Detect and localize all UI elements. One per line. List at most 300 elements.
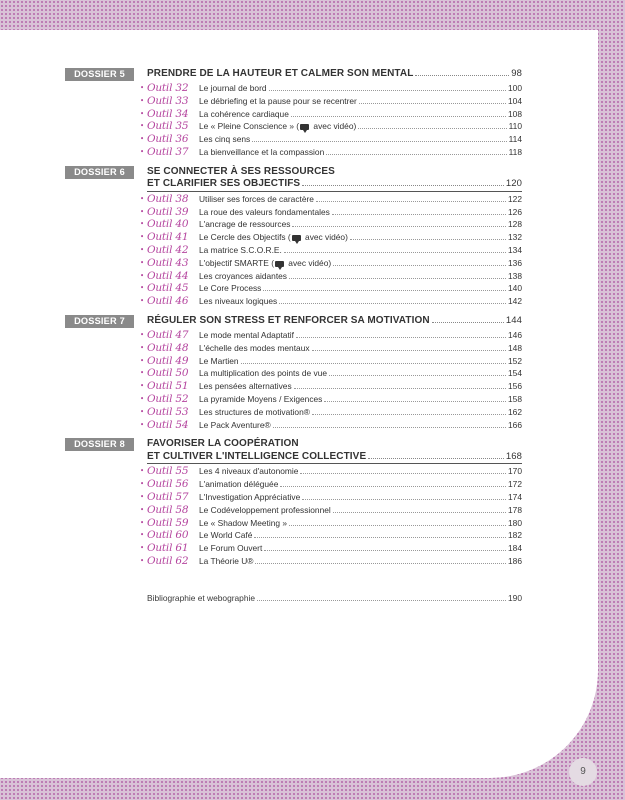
bullet-icon: •: [140, 271, 144, 280]
bullet-icon: •: [140, 220, 144, 229]
bullet-icon: •: [140, 394, 144, 403]
outil-word: Outil: [146, 367, 173, 380]
tool-name: [199, 296, 277, 306]
dossier-title-text: PRENDRE DE LA HAUTEUR ET CALMER SON MENTAL: [147, 68, 414, 79]
dossier-title-text: RÉGULER SON STRESS ET RENFORCER SA MOTIVATION: [147, 314, 430, 326]
dossier-page: 120: [505, 178, 522, 190]
tool-name-text: Le « Pleine Conscience » (: [199, 121, 300, 132]
tool-entry[interactable]: [140, 542, 522, 555]
tool-number: [140, 542, 199, 555]
dossier-section: [65, 315, 522, 431]
tool-name: [199, 134, 250, 144]
tool-name: [199, 343, 310, 353]
dossier-title[interactable]: [134, 438, 522, 464]
dot-leader: [263, 290, 506, 291]
outil-num: 45: [175, 282, 189, 295]
tool-number: [140, 367, 199, 380]
dot-leader: [358, 128, 506, 129]
tool-page: 118: [508, 146, 522, 157]
dossier-title-line: [147, 315, 522, 328]
outil-word: Outil: [146, 243, 173, 256]
tool-number: [140, 478, 199, 491]
video-camera-icon: [275, 261, 284, 267]
tool-name-text: La matrice S.C.O.R.E.: [199, 244, 282, 255]
bullet-icon: •: [140, 369, 144, 378]
bullet-icon: •: [140, 194, 144, 203]
outil-num: 48: [175, 341, 189, 354]
dot-leader: [273, 427, 506, 428]
dossier-title-text: ET CULTIVER L'INTELLIGENCE COLLECTIVE: [147, 450, 367, 462]
dossier-title[interactable]: [134, 68, 522, 81]
bullet-icon: •: [140, 556, 144, 565]
outil-num: 38: [175, 192, 189, 205]
tool-name: [199, 194, 314, 204]
dot-leader: [359, 103, 506, 104]
outil-num: 60: [175, 529, 189, 542]
bibliography-page: 190: [508, 592, 522, 603]
outil-num: 53: [175, 405, 189, 418]
dot-leader: [241, 363, 506, 364]
tool-number: [140, 341, 199, 354]
outil-word: Outil: [146, 516, 173, 529]
tool-name: [199, 207, 330, 217]
dossier-label: DOSSIER 8: [65, 438, 134, 451]
tool-page: 108: [508, 108, 522, 119]
tool-name: [199, 466, 298, 476]
dot-leader: [350, 239, 506, 240]
tool-name: [199, 258, 331, 268]
tool-number: [140, 354, 199, 367]
dot-leader: [292, 226, 506, 227]
tool-entry[interactable]: [140, 192, 522, 206]
page-number: 9: [569, 758, 597, 786]
tool-page: 162: [508, 406, 522, 417]
tool-name: [199, 420, 271, 430]
outil-word: Outil: [146, 392, 173, 405]
tool-number: [140, 328, 199, 341]
dot-leader: [332, 214, 506, 215]
video-note: avec vidéo): [302, 232, 348, 243]
bullet-icon: •: [140, 297, 144, 306]
tool-name-text: Le « Shadow Meeting »: [199, 517, 287, 528]
tool-number: [140, 282, 199, 295]
tool-name-text: La Théorie U®: [199, 555, 254, 566]
tool-number: [140, 256, 199, 269]
dot-leader: [312, 350, 506, 351]
outil-num: 59: [175, 516, 189, 529]
tool-entry[interactable]: [140, 490, 522, 504]
tool-number: [140, 380, 199, 393]
tool-entry[interactable]: [140, 367, 522, 380]
bullet-icon: •: [140, 407, 144, 416]
outil-word: Outil: [146, 120, 173, 133]
tool-page: 110: [508, 121, 522, 132]
tool-name-text: Le Core Process: [199, 283, 262, 294]
bullet-icon: •: [140, 233, 144, 242]
tool-entry[interactable]: [140, 120, 522, 133]
tool-entry[interactable]: [140, 82, 522, 95]
dot-leader: [432, 322, 504, 323]
dossier-title-line: [147, 166, 522, 179]
bibliography-label: Bibliographie et webographie: [147, 592, 256, 603]
tool-page: 170: [508, 466, 522, 477]
tool-name: [199, 381, 292, 391]
tool-name-text: Les structures de motivation®: [199, 406, 310, 417]
tool-page: 114: [508, 134, 522, 145]
tool-entry[interactable]: [140, 231, 522, 244]
outil-num: 37: [175, 145, 189, 158]
outil-num: 52: [175, 392, 189, 405]
dot-leader: [280, 486, 506, 487]
outil-num: 44: [175, 269, 189, 282]
tool-page: 134: [508, 244, 522, 255]
tool-page: 154: [508, 368, 522, 379]
tool-list: [65, 465, 522, 567]
tool-number: [140, 94, 199, 107]
tool-name: [199, 245, 282, 255]
tool-number: [140, 418, 199, 431]
outil-word: Outil: [146, 192, 173, 205]
video-camera-icon: [292, 235, 301, 241]
dot-leader: [279, 303, 506, 304]
bullet-icon: •: [140, 330, 144, 339]
tool-page: 156: [508, 381, 522, 392]
tool-entry[interactable]: [140, 145, 522, 159]
dossier-title[interactable]: [134, 315, 522, 328]
tool-list: [65, 193, 522, 308]
tool-name-text: L'ancrage de ressources: [199, 219, 291, 230]
dot-leader: [264, 550, 506, 551]
dot-leader: [316, 201, 506, 202]
tool-name-text: Les niveaux logiques: [199, 296, 278, 307]
bullet-icon: •: [140, 84, 144, 92]
tool-name-text: Le Martien: [199, 355, 239, 366]
tool-page: 138: [508, 270, 522, 281]
tool-page: 140: [508, 283, 522, 294]
dot-leader: [302, 499, 506, 500]
tool-page: 180: [508, 517, 522, 528]
tool-name: [199, 283, 261, 293]
tool-entry[interactable]: [140, 405, 522, 419]
outil-num: 57: [175, 490, 189, 503]
outil-word: Outil: [146, 205, 173, 218]
bullet-icon: •: [140, 420, 144, 429]
tool-number: [140, 465, 199, 478]
outil-num: 55: [175, 465, 189, 478]
tool-name-text: Le Cercle des Objectifs (: [199, 232, 291, 243]
tool-name-text: Utiliser ses forces de caractère: [199, 193, 314, 204]
tool-entry[interactable]: [140, 205, 522, 219]
outil-word: Outil: [146, 490, 173, 503]
tool-name: [199, 96, 357, 106]
tool-page: 146: [508, 329, 522, 340]
dot-leader: [312, 414, 506, 415]
outil-word: Outil: [146, 133, 173, 146]
tool-number: [140, 554, 199, 567]
tool-name: [199, 530, 252, 540]
bullet-icon: •: [140, 492, 144, 501]
outil-word: Outil: [146, 269, 173, 282]
outil-word: Outil: [146, 282, 173, 295]
dossier-title-text: FAVORISER LA COOPÉRATION: [147, 438, 299, 450]
tool-number: [140, 295, 199, 308]
tool-name: [199, 271, 287, 281]
tool-list: [65, 329, 522, 431]
bullet-icon: •: [140, 544, 144, 553]
tool-name-text: Le Forum Ouvert: [199, 543, 263, 554]
tool-name: [199, 368, 327, 378]
outil-num: 34: [175, 107, 189, 120]
tool-entry[interactable]: [140, 529, 522, 542]
dossier-label: DOSSIER 7: [65, 315, 134, 328]
tool-page: 148: [508, 342, 522, 353]
tool-name: [199, 83, 267, 93]
dossier-label: DOSSIER 6: [65, 166, 134, 179]
tool-number: [140, 269, 199, 282]
outil-word: Outil: [146, 418, 173, 431]
tool-page: 128: [508, 219, 522, 230]
outil-word: Outil: [146, 465, 173, 478]
bullet-icon: •: [140, 258, 144, 267]
bullet-icon: •: [140, 147, 144, 156]
tool-entry[interactable]: [140, 94, 522, 108]
bullet-icon: •: [140, 109, 144, 118]
dot-leader: [324, 401, 506, 402]
outil-num: 54: [175, 418, 189, 431]
outil-word: Outil: [146, 380, 173, 393]
outil-num: 62: [175, 554, 189, 567]
tool-number: [140, 205, 199, 218]
tool-name-text: La pyramide Moyens / Exigences: [199, 393, 323, 404]
tool-page: 172: [508, 479, 522, 490]
tool-name: [199, 518, 287, 528]
dot-leader: [333, 265, 506, 266]
tool-name-text: L'animation déléguée: [199, 479, 279, 490]
outil-num: 47: [175, 328, 189, 341]
tool-name: [199, 330, 294, 340]
dossier-header: [65, 438, 522, 464]
video-note: avec vidéo): [285, 257, 332, 268]
tool-name: [199, 147, 324, 157]
dossier-section: [65, 438, 522, 567]
page-sheet: [0, 30, 598, 778]
dot-leader: [291, 116, 506, 117]
video-note: avec vidéo): [311, 121, 357, 132]
bibliography-entry[interactable]: [65, 593, 522, 603]
tool-entry[interactable]: [140, 465, 522, 478]
tool-number: [140, 503, 199, 516]
tool-entry[interactable]: [140, 354, 522, 368]
tool-number: [140, 218, 199, 231]
tool-name-text: La cohérence cardiaque: [199, 108, 289, 119]
dot-leader: [254, 537, 506, 538]
tool-name-text: Le Codéveloppement professionnel: [199, 504, 331, 515]
outil-word: Outil: [146, 295, 173, 308]
tool-number: [140, 82, 199, 94]
dot-leader: [415, 75, 509, 76]
tool-entry[interactable]: [140, 218, 522, 231]
dossier-title[interactable]: [134, 166, 522, 192]
dot-leader: [289, 278, 506, 279]
dossier-page: 98: [511, 68, 522, 79]
tool-page: 136: [508, 257, 522, 268]
bullet-icon: •: [140, 356, 144, 365]
tool-name-text: Le Pack Aventure®: [199, 419, 271, 430]
tool-number: [140, 231, 199, 244]
dot-leader: [326, 154, 506, 155]
bullet-icon: •: [140, 135, 144, 144]
tool-number: [140, 243, 199, 256]
dot-leader: [257, 600, 506, 601]
tool-page: 122: [508, 193, 522, 204]
dossier-label: DOSSIER 5: [65, 68, 134, 81]
tool-page: 174: [508, 491, 522, 502]
dot-leader: [329, 375, 506, 376]
outil-num: 32: [175, 82, 189, 94]
bullet-icon: •: [140, 122, 144, 131]
tool-name-text: Le journal de bord: [199, 83, 267, 93]
outil-num: 35: [175, 120, 189, 133]
tool-entry[interactable]: [140, 133, 522, 146]
outil-word: Outil: [146, 94, 173, 107]
outil-word: Outil: [146, 554, 173, 567]
tool-list: [65, 82, 522, 159]
tool-entry[interactable]: [140, 269, 522, 283]
dot-leader: [269, 90, 507, 91]
tool-number: [140, 516, 199, 529]
tool-entry[interactable]: [140, 282, 522, 295]
tool-name-text: L'objectif SMARTE (: [199, 257, 274, 268]
outil-num: 56: [175, 478, 189, 491]
tool-entry[interactable]: [140, 341, 522, 355]
outil-num: 39: [175, 205, 189, 218]
tool-name: [199, 505, 331, 515]
tool-name-text: Le mode mental Adaptatif: [199, 329, 294, 340]
dossier-title-line: [147, 451, 522, 465]
tool-entry[interactable]: [140, 380, 522, 393]
tool-name: [199, 479, 278, 489]
tool-name-text: La multiplication des points de vue: [199, 368, 328, 379]
tool-entry[interactable]: [140, 243, 522, 257]
tool-page: 104: [508, 95, 522, 106]
outil-word: Outil: [146, 542, 173, 555]
video-camera-icon: [300, 124, 309, 130]
tool-name: [199, 356, 239, 366]
outil-word: Outil: [146, 82, 173, 94]
bullet-icon: •: [140, 505, 144, 514]
tool-entry[interactable]: [140, 478, 522, 491]
tool-number: [140, 133, 199, 146]
bullet-icon: •: [140, 531, 144, 540]
tool-number: [140, 405, 199, 418]
dossier-header: [65, 166, 522, 192]
tool-entry[interactable]: [140, 107, 522, 121]
outil-num: 33: [175, 94, 189, 107]
dot-leader: [284, 252, 506, 253]
dot-leader: [294, 388, 506, 389]
dot-leader: [252, 141, 506, 142]
dot-leader: [289, 525, 506, 526]
tool-number: [140, 192, 199, 205]
outil-word: Outil: [146, 107, 173, 120]
outil-word: Outil: [146, 256, 173, 269]
tool-page: 182: [508, 530, 522, 541]
tool-name: [199, 556, 253, 566]
outil-word: Outil: [146, 478, 173, 491]
tool-name: [199, 407, 310, 417]
tool-name-text: Les 4 niveaux d'autonomie: [199, 466, 299, 477]
tool-entry[interactable]: [140, 295, 522, 308]
dossier-section: [65, 68, 522, 159]
outil-num: 49: [175, 354, 189, 367]
outil-word: Outil: [146, 529, 173, 542]
outil-num: 61: [175, 542, 189, 555]
tool-entry[interactable]: [140, 516, 522, 530]
bullet-icon: •: [140, 245, 144, 254]
tool-entry[interactable]: [140, 554, 522, 568]
tool-entry[interactable]: [140, 418, 522, 432]
tool-number: [140, 529, 199, 542]
outil-num: 50: [175, 367, 189, 380]
tool-entry[interactable]: [140, 328, 522, 342]
tool-name-text: La roue des valeurs fondamentales: [199, 206, 330, 217]
dossier-title-line: [147, 178, 522, 192]
dot-leader: [300, 473, 506, 474]
dossier-title-text: SE CONNECTER À SES RESSOURCES: [147, 165, 335, 177]
bullet-icon: •: [140, 480, 144, 489]
outil-num: 42: [175, 243, 189, 256]
tool-number: [140, 490, 199, 503]
tool-page: 166: [508, 419, 522, 430]
outil-num: 40: [175, 218, 189, 231]
outil-word: Outil: [146, 231, 173, 244]
bullet-icon: •: [140, 343, 144, 352]
tool-name-text: Le débriefing et la pause pour se recentrer: [199, 95, 357, 106]
dot-leader: [368, 458, 504, 459]
tool-page: 126: [508, 206, 522, 217]
tool-name: [199, 492, 300, 502]
outil-num: 41: [175, 231, 189, 244]
outil-word: Outil: [146, 328, 173, 341]
tool-name-text: La bienveillance et la compassion: [199, 146, 325, 157]
tool-name: [199, 109, 289, 119]
tool-number: [140, 392, 199, 405]
outil-num: 36: [175, 133, 189, 146]
outil-num: 58: [175, 503, 189, 516]
tool-name-text: L'échelle des modes mentaux: [199, 342, 310, 353]
bullet-icon: •: [140, 518, 144, 527]
tool-entry[interactable]: [140, 503, 522, 517]
tool-name: [199, 232, 348, 242]
tool-page: 178: [508, 504, 522, 515]
tool-page: 186: [508, 555, 522, 566]
tool-entry[interactable]: [140, 392, 522, 406]
bullet-icon: •: [140, 467, 144, 476]
dossier-header: [65, 68, 522, 81]
tool-entry[interactable]: [140, 256, 522, 270]
tool-name-text: Les pensées alternatives: [199, 381, 292, 392]
tool-number: [140, 145, 199, 158]
table-of-contents: [65, 68, 522, 603]
bullet-icon: •: [140, 96, 144, 105]
tool-name-text: Le World Café: [199, 530, 253, 541]
tool-name-text: Les cinq sens: [199, 134, 251, 145]
dossier-page: 168: [505, 450, 522, 462]
tool-page: 132: [508, 232, 522, 243]
bullet-icon: •: [140, 284, 144, 293]
tool-page: 100: [508, 83, 522, 93]
tool-name: [199, 121, 356, 131]
